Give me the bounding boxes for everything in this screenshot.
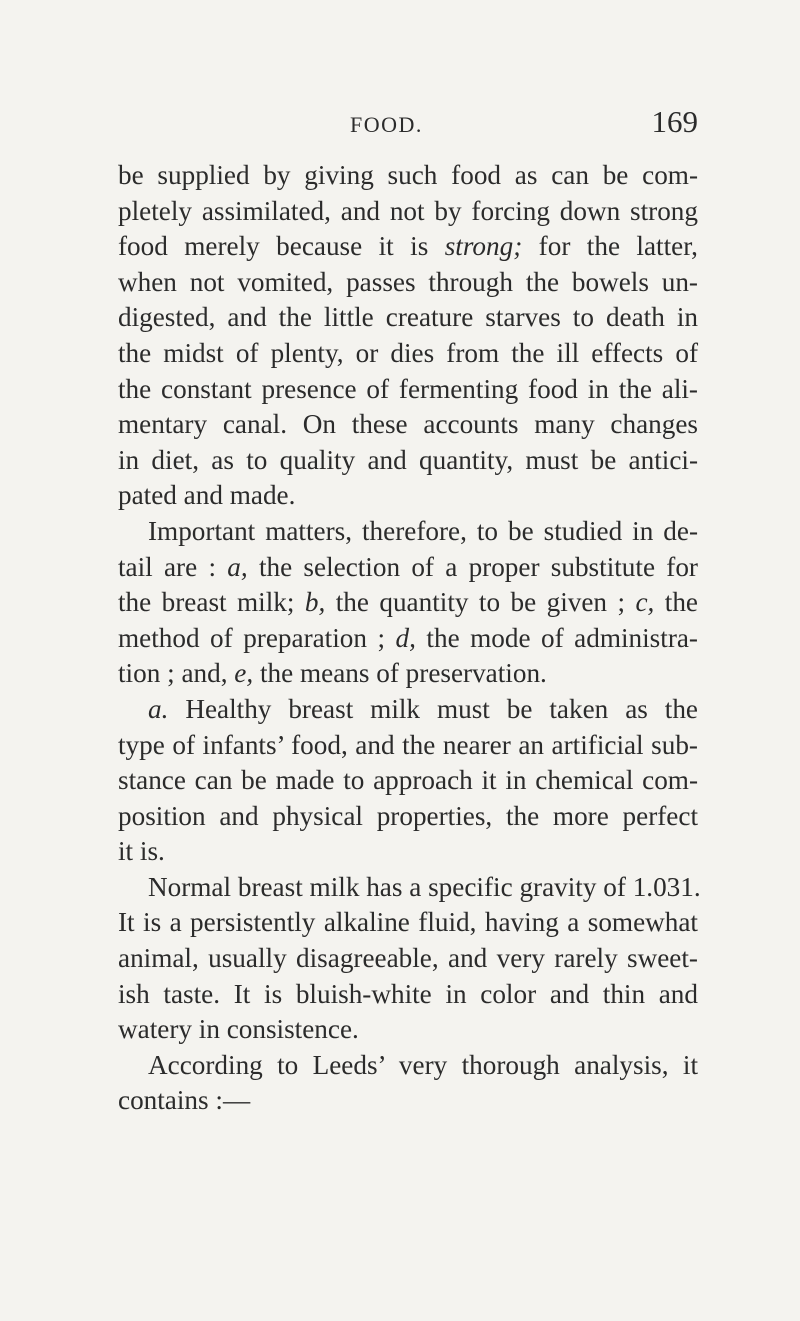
text-line: tail are : a, the selection of a proper substitute for <box>118 551 698 582</box>
italic-text: a. <box>148 693 169 724</box>
text-line: position and physical properties, the more perfect <box>118 800 698 831</box>
text-line: method of preparation ; d, the mode of administra- <box>118 622 698 653</box>
running-head <box>118 104 698 144</box>
text-line: be supplied by giving such food as can be com- <box>118 160 698 190</box>
text-line: in diet, as to quality and quantity, must be antici- <box>118 444 698 475</box>
running-title: FOOD. <box>350 112 423 137</box>
text-line: digested, and the little creature starves to death in <box>118 302 698 333</box>
text-line: food merely because it is strong; for the latter, <box>118 231 698 262</box>
text-line: Normal breast milk has a specific gravity of 1.031. <box>148 871 701 902</box>
italic-text: b, <box>304 587 326 618</box>
italic-text: c, <box>635 587 655 618</box>
italic-text: a, <box>227 551 248 582</box>
text-line: it is. <box>118 836 165 867</box>
italic-text: d, <box>395 622 416 653</box>
text-line: pated and made. <box>118 480 296 511</box>
text-line: mentary canal. On these accounts many changes <box>118 409 698 440</box>
body-text <box>118 158 701 1119</box>
text-line: According to Leeds’ very thorough analysis, it <box>148 1049 698 1080</box>
text-line: Important matters, therefore, to be studied in de- <box>148 515 698 546</box>
text-line: the midst of plenty, or dies from the ill effects of <box>118 337 698 368</box>
italic-text: e, <box>234 658 254 689</box>
text-line: the breast milk; b, the quantity to be given ; c, the <box>118 587 698 618</box>
text-line: pletely assimilated, and not by forcing down strong <box>118 195 698 226</box>
text-line: stance can be made to approach it in chemical com- <box>118 765 698 796</box>
page-number: 169 <box>651 104 698 139</box>
italic-text: strong; <box>444 231 523 262</box>
text-line: ish taste. It is bluish-white in color and thin and <box>118 978 698 1009</box>
text-line: tion ; and, e, the means of preservation. <box>118 658 547 689</box>
text-line: the constant presence of fermenting food in the ali- <box>118 373 698 404</box>
text-line: type of infants’ food, and the nearer an artificial sub- <box>118 729 698 760</box>
text-line: animal, usually disagreeable, and very rarely sweet- <box>118 943 698 974</box>
text-line: watery in consistence. <box>118 1014 359 1045</box>
text-line: contains :— <box>118 1085 251 1116</box>
text-line: It is a persistently alkaline fluid, having a somewhat <box>118 907 698 938</box>
text-line: a. Healthy breast milk must be taken as the <box>148 693 698 724</box>
text-line: when not vomited, passes through the bowels un- <box>118 266 698 297</box>
